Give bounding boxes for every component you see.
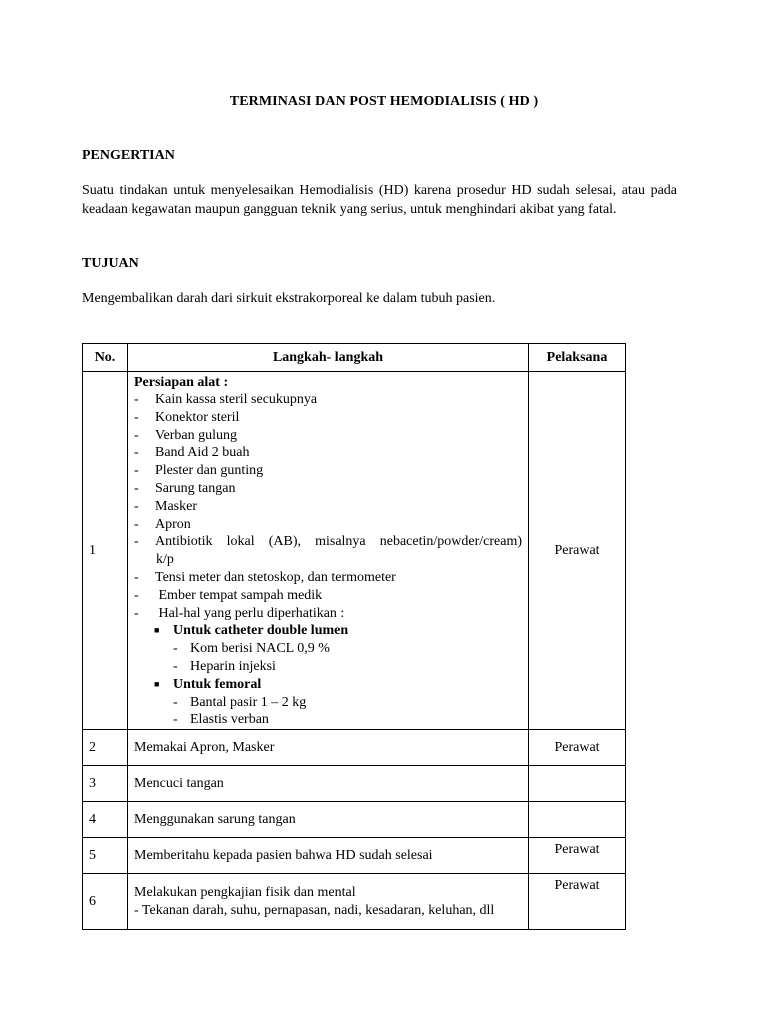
square-bullet-icon: ■ — [154, 678, 160, 689]
list-item: - Plester dan gunting — [134, 463, 264, 479]
row-number: 5 — [83, 838, 128, 874]
row-executor: Perawat — [529, 874, 626, 930]
list-item: - Antibiotik lokal (AB), misalnya nebacetin/powder/cream) — [134, 534, 522, 550]
square-bullet-icon: ■ — [154, 625, 160, 636]
header-steps: Langkah- langkah — [128, 344, 529, 372]
list-item: - Band Aid 2 buah — [134, 445, 250, 461]
table-row — [83, 730, 626, 766]
sublist-subitem: - Bantal pasir 1 – 2 kg — [173, 694, 307, 710]
row-number: 3 — [83, 766, 128, 802]
tujuan-text: Mengembalikan darah dari sirkuit ekstrakorporeal ke dalam tubuh pasien. — [82, 291, 496, 306]
row-steps — [128, 874, 529, 930]
sublist-item: ■ Untuk catheter double lumen — [154, 623, 349, 639]
sublist-subitem: - Kom berisi NACL 0,9 % — [173, 641, 330, 657]
sublist-subitem: - Heparin injeksi — [173, 658, 276, 674]
list-item: - Kain kassa steril secukupnya — [134, 392, 318, 407]
row-steps: Menggunakan sarung tangan — [128, 802, 529, 838]
row-executor — [529, 766, 626, 802]
row-executor: Perawat — [529, 838, 626, 874]
row-step-text: Melakukan pengkajian fisik dan mental — [134, 885, 356, 901]
list-item-continuation: k/p — [156, 552, 174, 568]
tools-title: Persiapan alat : — [134, 375, 229, 390]
tujuan-heading: TUJUAN — [82, 256, 139, 271]
row-step-subtext: - Tekanan darah, suhu, pernapasan, nadi, kesadaran, keluhan, dll — [134, 902, 495, 918]
row-number: 4 — [83, 802, 128, 838]
list-item: - Hal-hal yang perlu diperhatikan : — [134, 605, 345, 621]
table-header-row — [83, 344, 626, 372]
table-row — [83, 372, 626, 730]
steps-table — [82, 343, 626, 930]
row-steps: Memberitahu kepada pasien bahwa HD sudah selesai — [128, 838, 529, 874]
header-executor: Pelaksana — [529, 344, 626, 372]
list-item: - Sarung tangan — [134, 480, 236, 496]
list-item: - Ember tempat sampah medik — [134, 587, 323, 603]
row-number: 6 — [83, 874, 128, 930]
row-executor: Perawat — [529, 730, 626, 766]
row-steps: Memakai Apron, Masker — [128, 730, 529, 766]
row-executor — [529, 802, 626, 838]
table-row — [83, 802, 626, 838]
sublist-item: ■ Untuk femoral — [154, 676, 262, 692]
row-executor: Perawat — [529, 372, 626, 730]
document-title: TERMINASI DAN POST HEMODIALISIS ( HD ) — [229, 94, 539, 109]
pengertian-text: Suatu tindakan untuk menyelesaikan Hemodialisis (HD) karena prosedur HD sudah selesai, atau pada keadaan kegawatan maupun gangguan teknik yang serius, untuk menghindari akibat yang fatal. — [82, 183, 677, 217]
list-item: - Verban gulung — [134, 427, 238, 443]
row-number: 1 — [83, 372, 128, 730]
list-item: - Masker — [134, 498, 197, 514]
sublist-subitem: - Elastis verban — [173, 712, 269, 728]
table-row — [83, 874, 626, 930]
table-row — [83, 838, 626, 874]
list-item: - Tensi meter dan stetoskop, dan termometer — [134, 569, 396, 585]
pengertian-heading: PENGERTIAN — [82, 148, 175, 163]
list-item: - Apron — [134, 516, 191, 532]
row-number: 2 — [83, 730, 128, 766]
table-row — [83, 766, 626, 802]
header-no: No. — [83, 344, 128, 372]
row-steps — [128, 372, 529, 730]
row-steps: Mencuci tangan — [128, 766, 529, 802]
list-item: - Konektor steril — [134, 409, 240, 425]
